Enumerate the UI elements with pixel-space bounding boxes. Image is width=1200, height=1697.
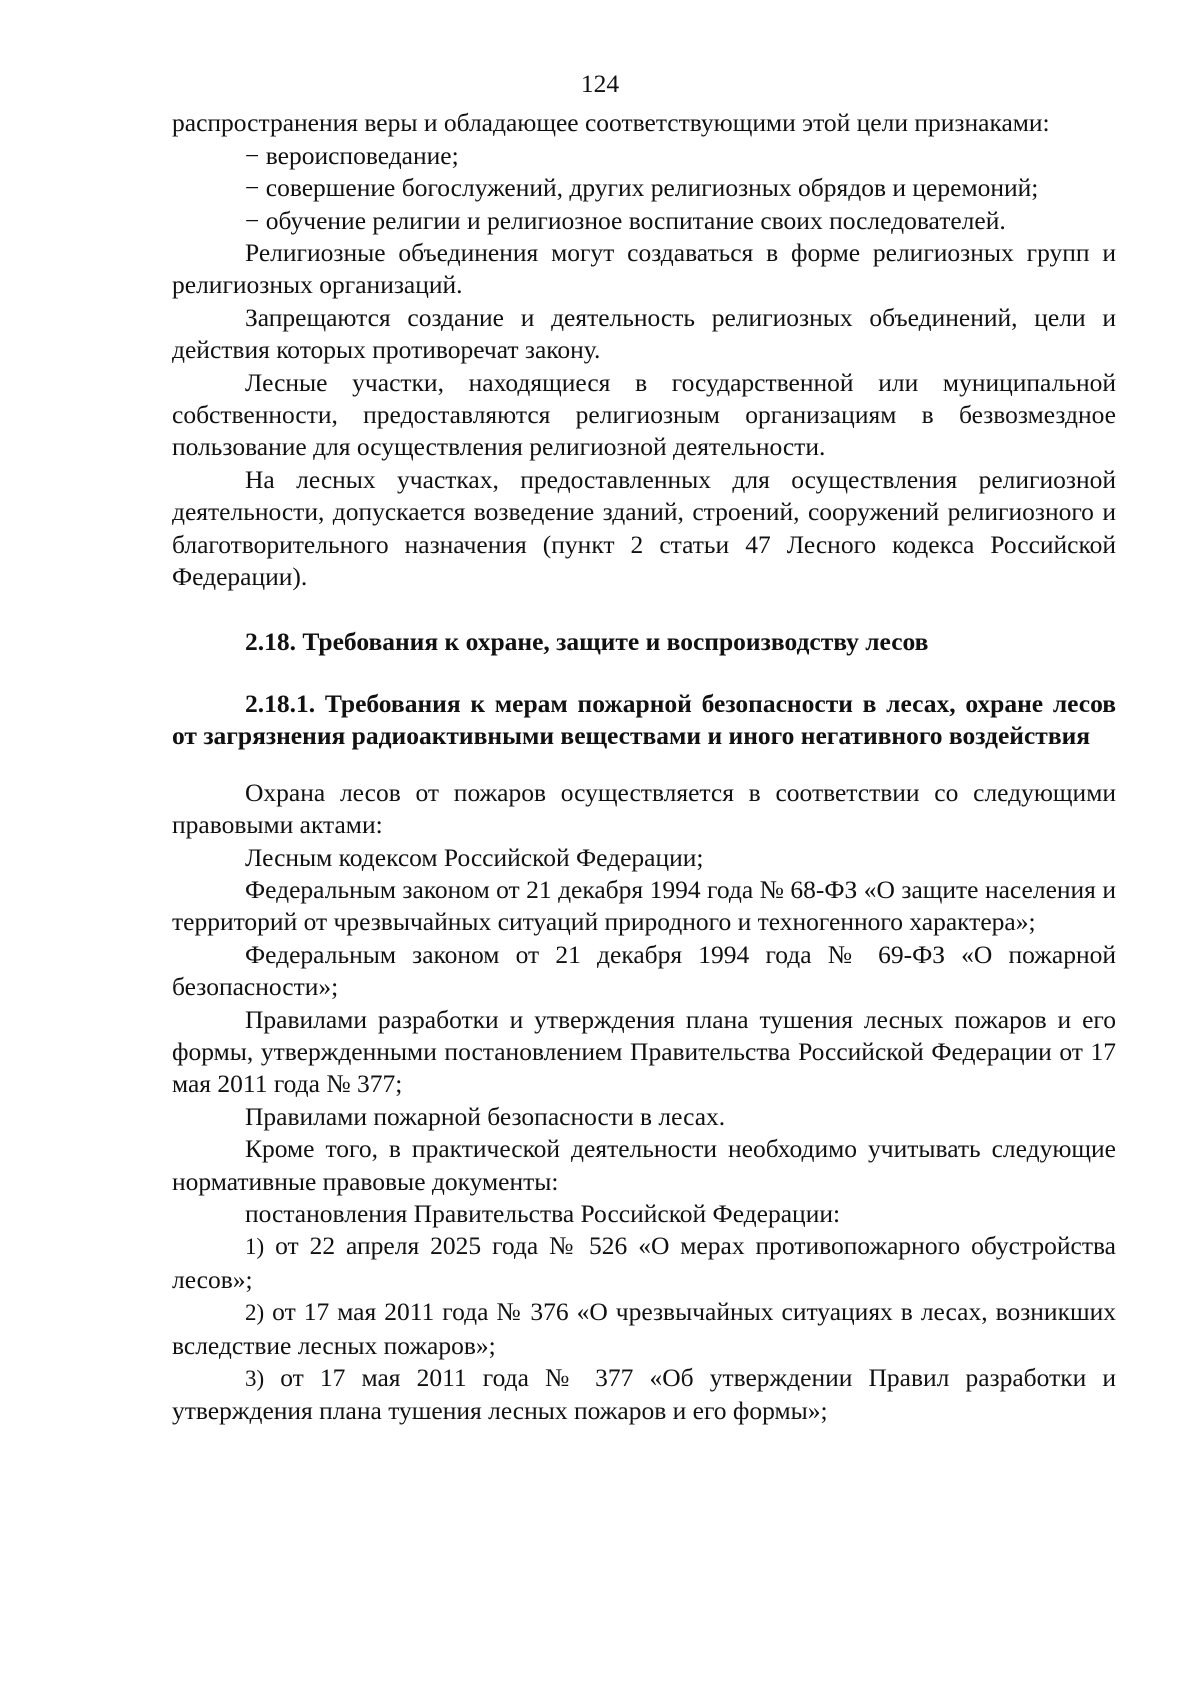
paragraph: Правилами пожарной безопасности в лесах. — [245, 1101, 726, 1131]
list-item-dash: − совершение богослужений, других религиозных обрядов и церемоний; — [245, 173, 1039, 203]
paragraph: постановления Правительства Российской Федерации: — [245, 1199, 841, 1228]
paragraph: Кроме того, в практической деятельности необходимо учитывать следующие нормативные правовые документы: — [172, 1134, 1116, 1196]
item-text: от 17 мая 2011 года № 376 «О чрезвычайных ситуациях в лесах, возникших вследствие лесных пожаров»; — [172, 1297, 1116, 1360]
paragraph: Федеральным законом от 21 декабря 1994 года № 68-ФЗ «О защите населения и территорий от чрезвычайных ситуаций природного и техногенного характера»; — [172, 874, 1116, 937]
item-number: 2) — [245, 1300, 265, 1326]
paragraph: Лесным кодексом Российской Федерации; — [245, 842, 704, 872]
paragraph: Федеральным законом от 21 декабря 1994 года № 69-ФЗ «О пожарной безопасности»; — [172, 939, 1116, 1002]
item-text: от 22 апреля 2025 года № 526 «О мерах противопожарного обустройства лесов»; — [172, 1231, 1116, 1294]
item-number: 3) — [245, 1366, 265, 1392]
paragraph: Лесные участки, находящиеся в государственной или муниципальной собственности, предоставляются религиозным организациям в безвозмездное пользование для осуществления религиозной деятельности. — [172, 367, 1116, 462]
item-text: от 17 мая 2011 года № 377 «Об утверждении Правил разработки и утверждения плана тушения лесных пожаров и его формы»; — [172, 1363, 1116, 1426]
section-heading: 2.18. Требования к охране, защите и воспроизводству лесов — [245, 626, 929, 656]
paragraph: Охрана лесов от пожаров осуществляется в соответствии со следующими правовыми актами: — [172, 777, 1116, 840]
page-number: 124 — [580, 69, 620, 98]
list-item-dash: − обучение религии и религиозное воспитание своих последователей. — [245, 205, 1006, 235]
paragraph: Правилами разработки и утверждения плана тушения лесных пожаров и его формы, утвержденными постановлением Правительства Российской Федерации от 17 мая 2011 года № 377; — [172, 1004, 1116, 1099]
paragraph: На лесных участках, предоставленных для осуществления религиозной деятельности, допускается возведение зданий, строений, сооружений религиозного и благотворительного назначения (пункт 2 статьи 47 Лесного кодекса Российской Федерации). — [172, 464, 1116, 592]
numbered-item — [172, 1362, 1116, 1428]
paragraph-continuation: распространения веры и обладающее соответствующими этой цели признаками: — [172, 108, 1050, 138]
numbered-item — [172, 1296, 1116, 1362]
list-item-dash: − вероисповедание; — [245, 140, 459, 170]
numbered-item — [172, 1230, 1116, 1296]
paragraph: Религиозные объединения могут создаваться в форме религиозных групп и религиозных организаций. — [172, 238, 1116, 300]
paragraph: Запрещаются создание и деятельность религиозных объединений, цели и действия которых противоречат закону. — [172, 302, 1116, 365]
subsection-heading: 2.18.1. Требования к мерам пожарной безопасности в лесах, охране лесов от загрязнения радиоактивными веществами и иного негативного воздействия — [172, 688, 1116, 751]
item-number: 1) — [245, 1234, 265, 1260]
